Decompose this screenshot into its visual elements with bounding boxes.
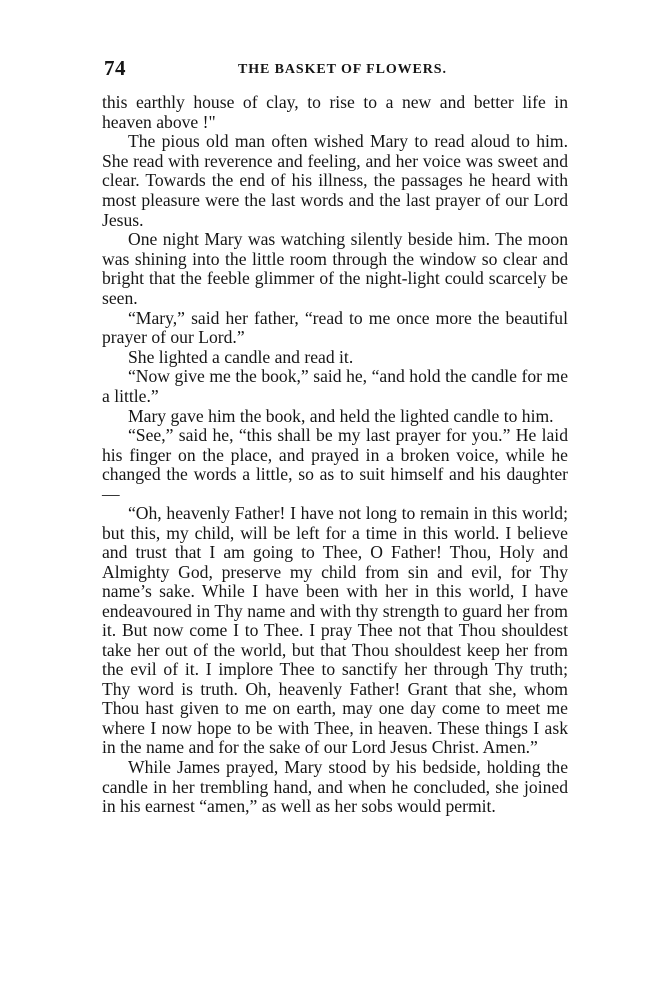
- paragraph: She lighted a candle and read it.: [128, 346, 354, 367]
- paragraph: “See,” said he, “this shall be my last prayer for you.” He laid his finger on the place, and prayed in a broken voice, while he changed the words a little, so as to suit himself and his daughter—: [102, 425, 568, 504]
- paragraph: this earthly house of clay, to rise to a new and better life in heaven above !": [102, 92, 568, 132]
- running-title: THE BASKET OF FLOWERS.: [238, 62, 447, 77]
- paragraph: Mary gave him the book, and held the lighted candle to him.: [128, 405, 554, 426]
- prayer-paragraph: “Oh, heavenly Father! I have not long to remain in this world; but this, my child, will be left for a time in this world. I believe and trust that I am going to Thee, O Father! Thou, Holy and Almighty God, preserve my child from sin and evil, for Thy name’s sake. While I have been with her in this world, I have endeavoured in Thy name and with thy strength to guard her from it. But now come I to Thee. I pray Thee not that Thou shouldest take her out of the world, but that Thou shouldest keep her from the evil of it. I implore Thee to sanctify her through Thy truth; Thy word is truth. Oh, heavenly Father! Grant that she, whom Thou hast given to me on earth, may one day come to meet me where I now hope to be with Thee, in heaven. These things I ask in the name and for the sake of our Lord Jesus Christ. Amen.”: [102, 503, 568, 758]
- body-text: [102, 93, 568, 817]
- paragraph: While James prayed, Mary stood by his bedside, holding the candle in her trembling hand, and when he concluded, she joined in his earnest “amen,” as well as her sobs would permit.: [102, 756, 568, 817]
- paragraph: One night Mary was watching silently beside him. The moon was shining into the little room through the window so clear and bright that the feeble glimmer of the night-light could scarcely be seen.: [102, 229, 568, 308]
- paragraph: The pious old man often wished Mary to read aloud to him. She read with reverence and feeling, and her voice was sweet and clear. Towards the end of his illness, the passages he heard with most pleasure were the last words and the last prayer of our Lord Jesus.: [102, 131, 568, 230]
- paragraph: “Mary,” said her father, “read to me once more the beautiful prayer of our Lord.”: [102, 307, 568, 348]
- page-number: 74: [104, 56, 126, 80]
- page-header: [104, 56, 574, 84]
- paragraph: “Now give me the book,” said he, “and hold the candle for me a little.”: [102, 366, 568, 406]
